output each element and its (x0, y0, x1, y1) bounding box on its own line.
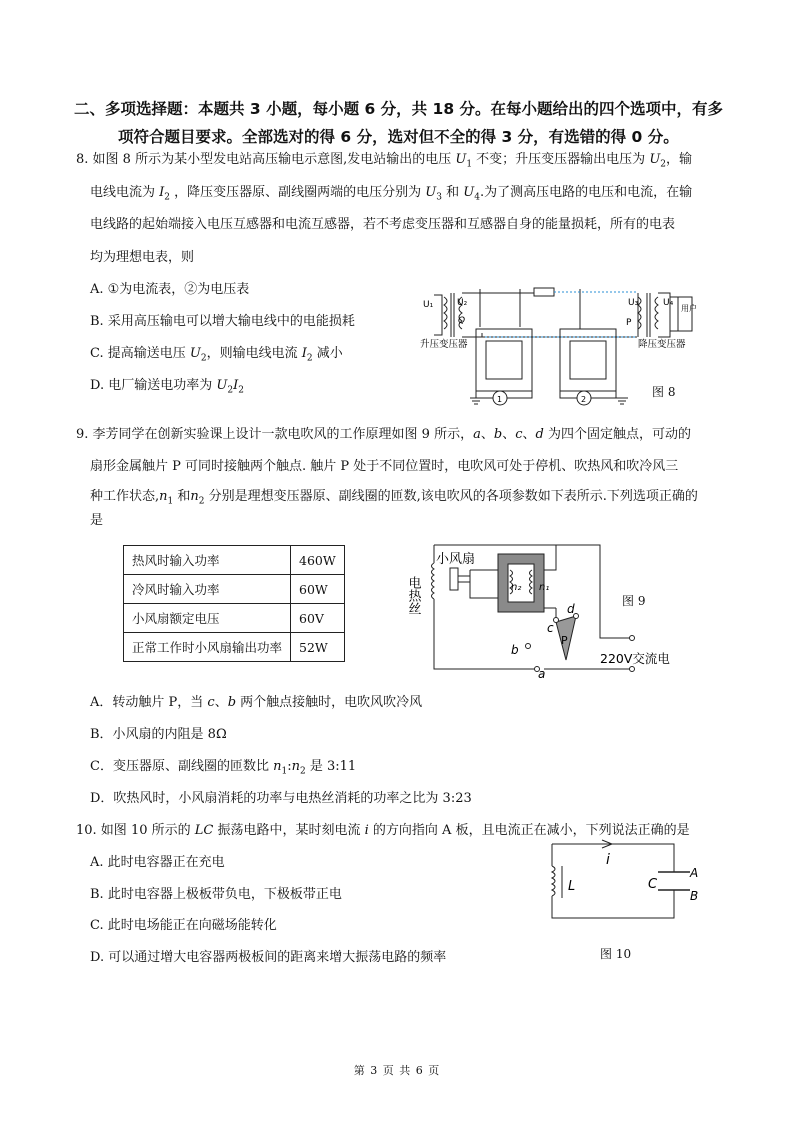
current-transformer-box (560, 329, 616, 391)
figure-8-user-label: 用户 (681, 304, 697, 313)
figure-8-step-down-label: 降压变压器 (638, 339, 686, 350)
q8-option-a: A. ①为电流表，②为电压表 (90, 282, 250, 297)
q8-stem-line4: 均为理想电表，则 (90, 250, 195, 265)
figure-9-d-label: d (567, 602, 575, 616)
svg-text:U₃: U₃ (628, 298, 639, 308)
figure-10-diagram (540, 838, 710, 928)
q8-option-d: D. 电厂输送电功率为 $U_2I_2$ (90, 378, 244, 396)
step-down-secondary-coil (655, 297, 658, 329)
figure-10-c-label: C (648, 877, 658, 892)
q8-stem-line2: 电线电流为 $I_2$ ，降压变压器原、副线圈两端的电压分别为 $U_3$ 和 $U_4$.为了测高压电路的电压和电流，在输 (90, 185, 693, 203)
figure-9-heater-label: 电热丝 (405, 576, 421, 615)
figure-9-a-label: a (538, 667, 546, 681)
user-load-box (678, 297, 692, 331)
table-cell-value: 60W (291, 575, 345, 604)
figure-9-diagram (405, 540, 690, 681)
table-cell-label: 冷风时输入功率 (124, 575, 291, 604)
table-row (124, 546, 345, 575)
q9-option-d: D．吹热风时，小风扇消耗的功率与电热丝消耗的功率之比为 3:23 (90, 791, 472, 806)
inductor-coil (552, 866, 555, 896)
figure-10-b-label: B (690, 889, 699, 903)
heater-coil (432, 563, 435, 599)
line-resistor (534, 288, 554, 296)
table-row (124, 575, 345, 604)
figure-9-ac-label: 220V交流电 (600, 651, 670, 666)
figure-8-meter2-label: 2 (581, 395, 587, 404)
figure-10-caption: 图 10 (600, 947, 632, 961)
q9-stem-line4: 是 (90, 513, 104, 528)
table-cell-label: 小风扇额定电压 (124, 604, 291, 633)
table-cell-value: 60V (291, 604, 345, 633)
figure-10-current-label: i (606, 852, 610, 868)
table-row (124, 604, 345, 633)
table-row (124, 633, 345, 662)
q9-stem-line2: 扇形金属触片 P 可同时接触两个触点. 触片 P 处于不同位置时，电吹风可处于停机、吹热风和吹冷风三 (90, 459, 679, 474)
q10-option-a: A. 此时电容器正在充电 (90, 855, 225, 870)
svg-text:U₂: U₂ (457, 298, 468, 308)
step-up-primary-coil (444, 297, 447, 329)
q9-parameter-table (123, 545, 345, 662)
q9-stem-line3: 种工作状态$,n_1$ 和$n_2$ 分别是理想变压器原、副线圈的匝数,该电吹风的各项参数如下表所示.下列选项正确的 (90, 489, 698, 507)
figure-8-meter1-label: 1 (497, 395, 503, 404)
svg-text:U₁: U₁ (423, 300, 434, 310)
svg-text:n₂: n₂ (511, 582, 522, 593)
q10-stem: 10. 如图 10 所示的 LC 振荡电路中，某时刻电流 i 的方向指向 A 板，且电流正在减小，下列说法正确的是 (76, 823, 690, 838)
q9-option-a: A．转动触片 P，当 c、b 两个触点接触时，电吹风吹冷风 (90, 695, 423, 710)
table-cell-value: 52W (291, 633, 345, 662)
figure-8-q-label: Q (458, 316, 466, 326)
q8-stem-line1: 8. 如图 8 所示为某小型发电站高压输电示意图,发电站输出的电压 $U_1$ 不变；升压变压器输出电压为 $U_2$，输 (76, 152, 693, 170)
figure-8-step-up-label: 升压变压器 (420, 339, 468, 350)
figure-8-p-label: P (626, 318, 632, 328)
q9-stem-line1: 9. 李芳同学在创新实验课上设计一款电吹风的工作原理如图 9 所示，a、b、c、d 为四个固定触点，可动的 (76, 427, 691, 442)
figure-9-fan-label: 小风扇 (436, 552, 476, 567)
figure-9-caption: 图 9 (622, 594, 646, 608)
table-cell-label: 正常工作时小风扇输出功率 (124, 633, 291, 662)
fan-box (450, 568, 458, 590)
svg-text:U₄: U₄ (663, 298, 674, 308)
q10-option-c: C. 此时电场能正在向磁场能转化 (90, 918, 277, 933)
figure-9-b-label: b (511, 643, 519, 657)
figure-10-l-label: L (568, 879, 576, 894)
section-heading-line1: 二、多项选择题：本题共 3 小题，每小题 6 分，共 18 分。在每小题给出的四个选项中，有多 (74, 100, 724, 118)
figure-9-p-label: P (561, 634, 568, 647)
figure-10-a-label: A (690, 866, 699, 880)
q10-option-b: B. 此时电容器上极板带负电，下极板带正电 (90, 887, 342, 902)
section-heading-line2: 项符合题目要求。全部选对的得 6 分，选对但不全的得 3 分，有选错的得 0 分。 (118, 128, 679, 146)
q8-option-c: C. 提高输送电压 $U_2$，则输电线电流 $I_2$ 减小 (90, 346, 343, 364)
page-footer: 第 3 页 共 6 页 (353, 1064, 441, 1077)
q9-option-c: C．变压器原、副线圈的匝数比 $n_1:n_2$ 是 3:11 (90, 759, 357, 777)
q9-option-b: B．小风扇的内阻是 8Ω (90, 727, 227, 742)
voltage-transformer-box (476, 329, 532, 391)
table-cell-value: 460W (291, 546, 345, 575)
q8-stem-line3: 电线路的起始端接入电压互感器和电流互感器，若不考虑变压器和互感器自身的能量损耗，所有的电表 (90, 217, 676, 232)
table-cell-label: 热风时输入功率 (124, 546, 291, 575)
q8-option-b: B. 采用高压输电可以增大输电线中的电能损耗 (90, 314, 355, 329)
figure-9-c-label: c (547, 621, 554, 635)
section-heading (60, 95, 740, 151)
q10-option-d: D. 可以通过增大电容器两极板间的距离来增大振荡电路的频率 (90, 950, 447, 965)
step-up-primary-lead (434, 295, 442, 335)
figure-8-caption: 图 8 (652, 385, 676, 399)
svg-text:n₁: n₁ (539, 582, 550, 593)
